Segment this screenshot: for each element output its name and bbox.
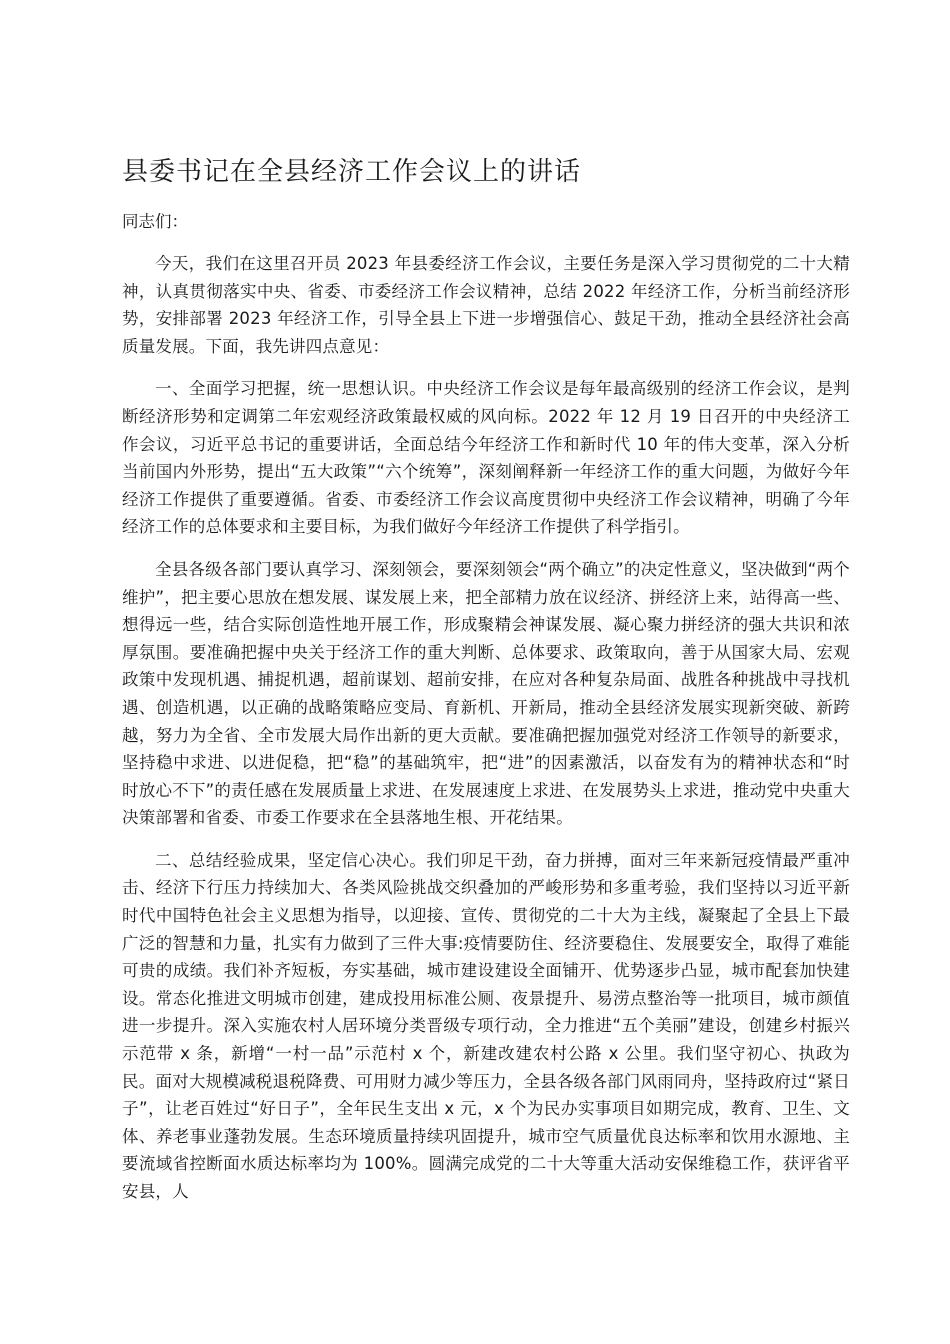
document-title: 县委书记在全县经济工作会议上的讲话	[122, 157, 582, 187]
paragraph-intro: 今天，我们在这里召开员 2023 年县委经济工作会议，主要任务是深入学习贯彻党的二十大精神，认真贯彻落实中央、省委、市委经济工作会议精神，总结 2022 年经济工作，分析当前经济形势，安排部署 2023 年经济工作，引导全县上下进一步增强信心、鼓足干劲，推动全县经济社会高质量发展。下面，我先讲四点意见：	[122, 254, 850, 356]
paragraph-section-two: 二、总结经验成果，坚定信心决心。我们卯足干劲，奋力拼搏，面对三年来新冠疫情最严重冲击、经济下行压力持续加大、各类风险挑战交织叠加的严峻形势和多重考验，我们坚持以习近平新时代中国特色社会主义思想为指导，以迎接、宣传、贯彻党的二十大为主线，凝聚起了全县上下最广泛的智慧和力量，扎实有力做到了三件大事:疫情要防住、经济要稳住、发展要安全，取得了难能可贵的成绩。我们补齐短板，夯实基础，城市建设建设全面铺开、优势逐步凸显，城市配套加快建设。常态化推进文明城市创建，建成投用标准公厕、夜景提升、易涝点整治等一批项目，城市颜值进一步提升。深入实施农村人居环境分类晋级专项行动，全力推进“五个美丽”建设，创建乡村振兴示范带 x 条，新增“一村一品”示范村 x 个，新建改建农村公路 x 公里。我们坚守初心、执政为民。面对大规模减税退税降费、可用财力减少等压力，全县各级各部门风雨同舟，坚持政府过“紧日子”，让老百姓过“好日子”，全年民生支出 x 元，x 个为民办实事项目如期完成，教育、卫生、文体、养老事业蓬勃发展。生态环境质量持续巩固提升，城市空气质量优良达标率和饮用水源地、主要流域省控断面水质达标率均为 100%。圆满完成党的二十大等重大活动安保维稳工作，获评省平安县，人	[122, 850, 850, 1201]
paragraph-section-one: 一、全面学习把握，统一思想认识。中央经济工作会议是每年最高级别的经济工作会议，是判断经济形势和定调第二年宏观经济政策最权威的风向标。2022 年 12 月 19 日召开的中央经济工作会议，习近平总书记的重要讲话，全面总结今年经济工作和新时代 10 年的伟大变革，深入分析当前国内外形势，提出“五大政策”“六个统筹”，深刻阐释新一年经济工作的重大问题，为做好今年经济工作提供了重要遵循。省委、市委经济工作会议高度贯彻中央经济工作会议精神，明确了今年经济工作的总体要求和主要目标，为我们做好今年经济工作提供了科学指引。	[122, 379, 850, 537]
document-body	[122, 208, 850, 1221]
paragraph-section-one-detail: 全县各级各部门要认真学习、深刻领会，要深刻领会“两个确立”的决定性意义，坚决做到“两个维护”，把主要心思放在想发展、谋发展上来，把全部精力放在议经济、拼经济上来，站得高一些、想得远一些，结合实际创造性地开展工作，形成聚精会神谋发展、凝心聚力拼经济的强大共识和浓厚氛围。要准确把握中央关于经济工作的重大判断、总体要求、政策取向，善于从国家大局、宏观政策中发现机遇、捕捉机遇，超前谋划、超前安排，在应对各种复杂局面、战胜各种挑战中寻找机遇、创造机遇，以正确的战略策略应变局、育新机、开新局，推动全县经济发展实现新突破、新跨越，努力为全省、全市发展大局作出新的更大贡献。要准确把握加强党对经济工作领导的新要求，坚持稳中求进、以进促稳，把“稳”的基础筑牢，把“进”的因素激活，以奋发有为的精神状态和“时时放心不下”的责任感在发展质量上求进、在发展速度上求进、在发展势头上求进，推动党中央重大决策部署和省委、市委工作要求在全县落地生根、开花结果。	[122, 559, 850, 828]
salutation: 同志们：	[122, 212, 188, 231]
